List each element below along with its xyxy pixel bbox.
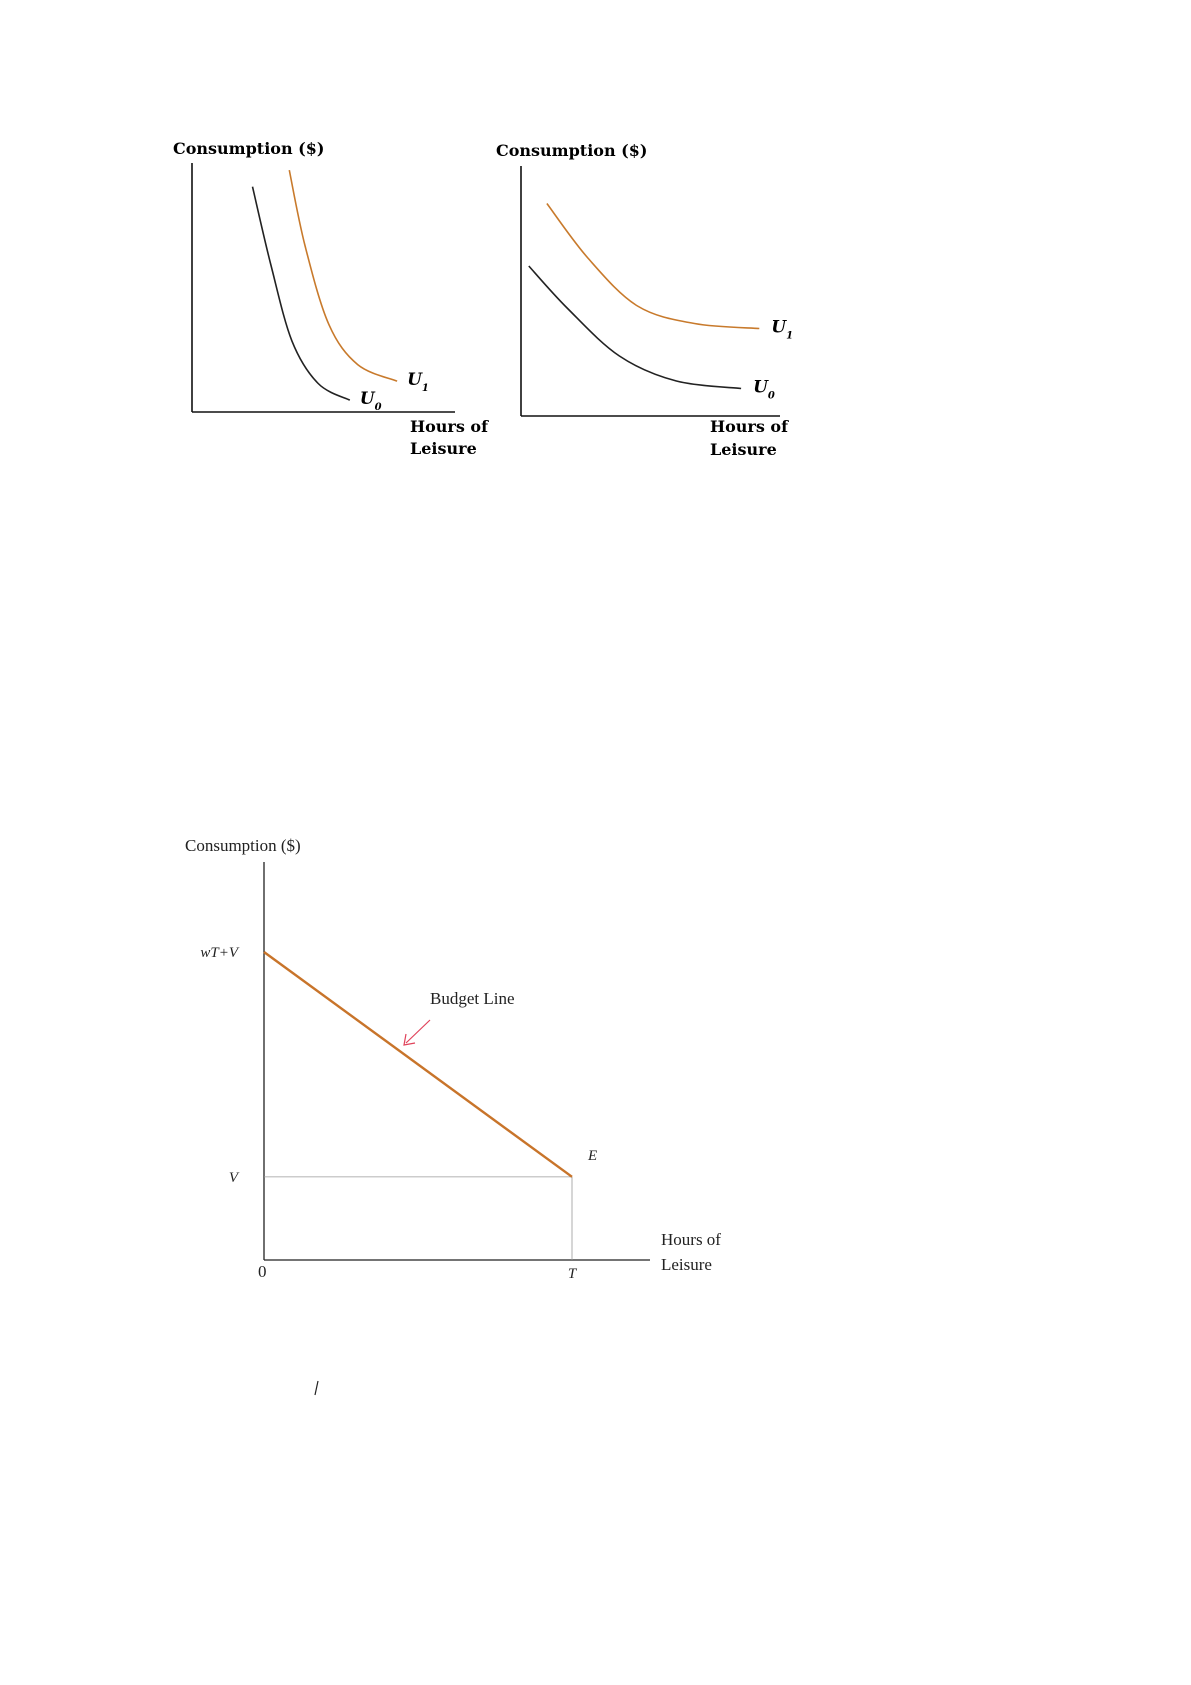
chart-1-curves xyxy=(253,170,429,413)
chart-3-x-axis-label-line-1: Hours of xyxy=(661,1230,721,1249)
chart-1-curve-u0 xyxy=(253,187,350,400)
chart-1-x-axis-label-line-2: Leisure xyxy=(410,439,477,458)
annotation-arrow xyxy=(404,1020,430,1045)
chart-2-curve-u0 xyxy=(529,266,741,389)
chart-2-x-axis-label-line-2: Leisure xyxy=(710,440,777,459)
chart-2-curve-u1-label: $U_1$ xyxy=(771,317,794,341)
chart-2 xyxy=(496,141,793,459)
chart-3-marks xyxy=(200,945,577,1282)
chart-3-y-tick-label-1: wT+V xyxy=(200,945,238,961)
chart-2-x-axis-label-line-1: Hours of xyxy=(710,417,788,436)
chart-1-curve-u1-label: $U_1$ xyxy=(407,370,429,394)
chart-3-x-tick-label-1: T xyxy=(567,1266,577,1282)
chart-3-y-axis-label: Consumption ($) xyxy=(185,836,301,855)
chart-3-budget-line xyxy=(264,952,572,1177)
chart-3-point-label: E xyxy=(588,1148,598,1164)
chart-3-x-axis-label-line-2: Leisure xyxy=(661,1255,712,1274)
chart-1 xyxy=(173,139,489,458)
chart-2-curve-u0-label: $U_0$ xyxy=(753,377,775,401)
chart-2-y-axis-label: Consumption ($) xyxy=(496,141,648,160)
chart-1-x-axis-label-line-1: Hours of xyxy=(410,417,488,436)
chart-3 xyxy=(185,836,721,1282)
chart-1-y-axis-label: Consumption ($) xyxy=(173,139,325,158)
chart-3-annotation: Budget Line xyxy=(430,989,515,1008)
chart-1-curve-u0-label: $U_0$ xyxy=(359,389,382,413)
chart-3-y-tick-label-2: V xyxy=(228,1169,238,1186)
stray-mark xyxy=(315,1381,318,1395)
chart-2-curve-u1 xyxy=(547,204,759,329)
chart-2-curves xyxy=(529,204,793,402)
annotation-arrow-shaft xyxy=(406,1020,430,1043)
chart-3-origin-label: 0 xyxy=(258,1262,267,1281)
chart-1-curve-u1 xyxy=(289,170,397,381)
